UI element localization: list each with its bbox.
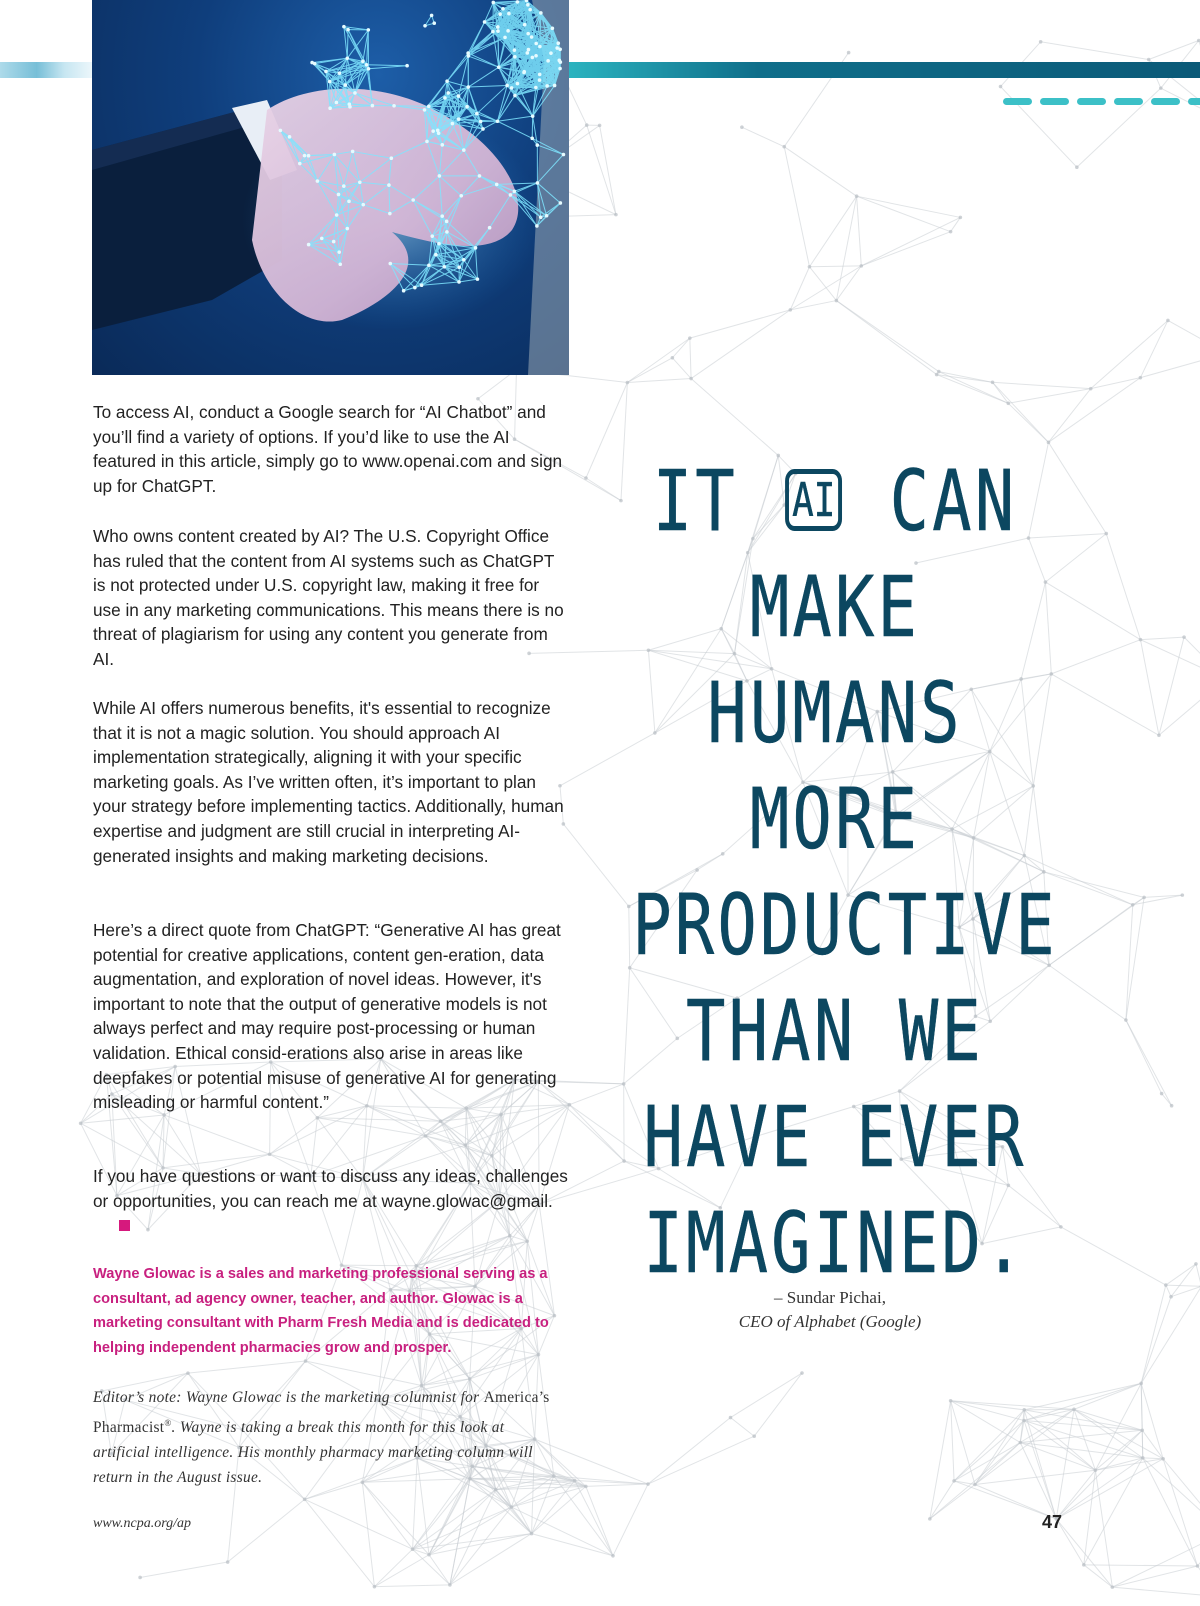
editor-note-rest: . Wayne is taking a break this month for this look at artificial intelligence. His monthly pharmacy marketing column will return in the August issue. xyxy=(93,1418,533,1486)
quote-line-6: THAN WE xyxy=(686,982,984,1080)
author-bio: Wayne Glowac is a sales and marketing professional serving as a consultant, ad agency owner, teacher, and author. Glowac is a marketing consultant with Pharm Fresh Media and is dedicated to helping independent pharmacies grow and prosper. xyxy=(93,1266,549,1356)
article-paragraph-5 xyxy=(93,1164,569,1238)
quote-line-3: HUMANS xyxy=(707,664,963,762)
top-header-bar xyxy=(569,62,1200,78)
editor-note xyxy=(93,1386,563,1490)
quote-attribution xyxy=(700,1286,960,1334)
publication-name: America’s Pharmacist xyxy=(93,1389,550,1436)
hero-handshake-image xyxy=(92,0,569,375)
top-left-decor-stripe xyxy=(0,62,92,78)
quote-line-7: HAVE EVER xyxy=(643,1088,1027,1186)
quote-line-5: PRODUCTIVE xyxy=(632,876,1058,974)
quote-line-1 xyxy=(632,448,1038,554)
article-paragraph-3: While AI offers numerous benefits, it's essential to recognize that it is not a magic solution. You should approach AI implementation strategically, aligning it with your specific marketing goals. As I’ve written often, it’s important to plan your strategy before implementing tactics. Additionally, human expertise and judgment are still crucial in interpreting AI-generated insights and making marketing decisions. xyxy=(93,698,564,866)
editor-note-lead: Editor’s note: Wayne Glowac is the marketing columnist for xyxy=(93,1389,480,1406)
dash-decoration xyxy=(1003,98,1200,106)
quote-word-can: CAN xyxy=(889,452,1018,550)
article-paragraph-1: To access AI, conduct a Google search for “AI Chatbot” and you’ll find a variety of options. If you’d like to use the AI featured in this article, simply go to www.openai.com and sign up for ChatGPT. xyxy=(93,402,563,496)
quote-line-8: IMAGINED. xyxy=(643,1194,1027,1292)
contact-text: If you have questions or want to discuss any ideas, challenges or opportunities, you can reach me at wayne.glowac@gmail. xyxy=(93,1166,568,1211)
end-of-article-mark xyxy=(119,1220,130,1231)
quote-line-2: MAKE xyxy=(749,558,921,656)
article-paragraph-2: Who owns content created by AI? The U.S. Copyright Office has ruled that the content from AI systems such as ChatGPT is not protected under U.S. copyright law, making it free for use in any marketing communications. This means there is no threat of plagiarism for using any content you generate from AI. xyxy=(93,526,564,669)
ai-badge: AI xyxy=(785,469,842,531)
quote-author-role: CEO of Alphabet (Google) xyxy=(738,1312,922,1331)
article-paragraph-4: Here’s a direct quote from ChatGPT: “Generative AI has great potential for creative applications, content gen-eration, data augmentation, and exploration of novel ideas. However, it's important to note that the output of generative models is not always perfect and may require post-processing or human validation. Ethical consid-erations also arise in areas like deepfakes or potential misuse of generative AI for generating misleading or harmful content.” xyxy=(93,920,561,1113)
registered-mark: ® xyxy=(164,1417,172,1428)
quote-word-it: IT xyxy=(652,452,738,550)
handshake-digital-image xyxy=(92,0,569,375)
footer-url[interactable]: www.ncpa.org/ap xyxy=(93,1516,192,1531)
quote-author: – Sundar Pichai, xyxy=(774,1288,886,1307)
quote-line-4: MORE xyxy=(749,770,921,868)
page-number: 47 xyxy=(1042,1512,1063,1532)
pull-quote xyxy=(575,448,1095,1296)
